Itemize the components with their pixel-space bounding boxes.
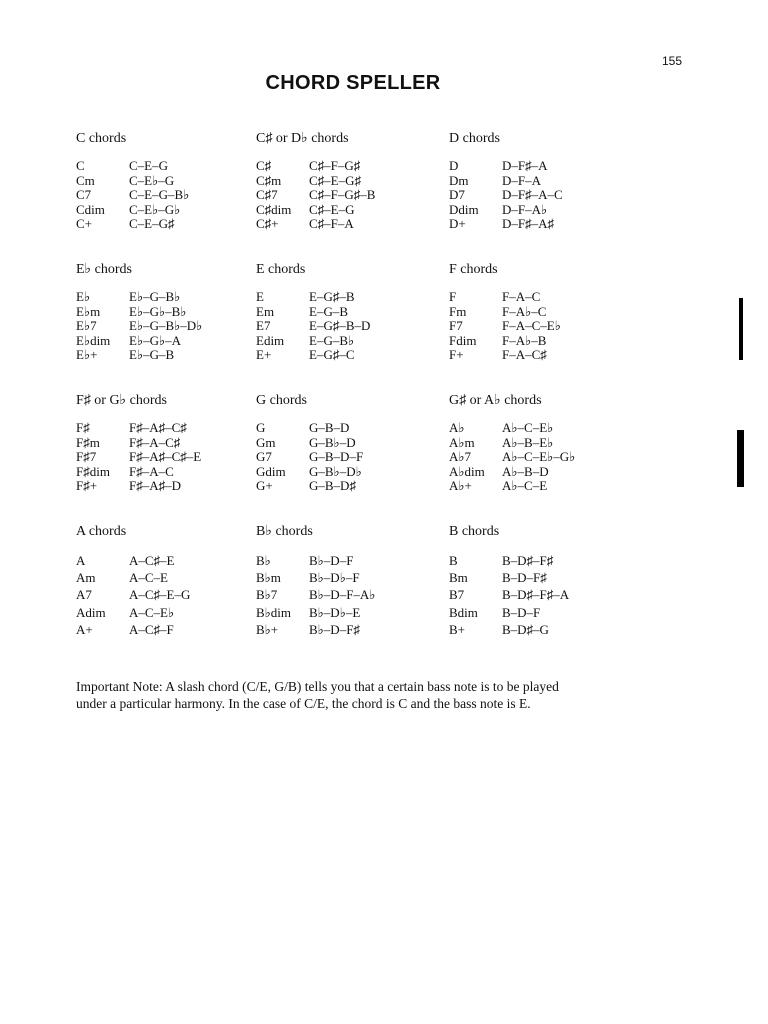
chord-row [76,436,256,451]
chord-name: Bm [449,570,468,586]
chord-row [76,465,256,480]
chord-row [449,569,629,586]
chord-spelling: E♭–G♭–A [129,332,181,348]
chord-name: C+ [76,216,93,232]
chord-name: B♭m [256,570,281,586]
page-number: 155 [662,54,683,68]
chord-name: Cdim [76,201,105,217]
section-title: E chords [256,262,306,277]
chord-list [256,159,436,232]
chord-spelling: F♯–A–C [129,463,174,479]
chord-section [76,392,256,494]
chord-row [256,188,436,203]
section-title: A chords [76,524,127,539]
chord-name: B [449,553,458,568]
chord-name: E7 [256,318,271,334]
chord-row [256,586,436,603]
chord-spelling: F–A–C [502,289,541,304]
margin-bar-lower [737,430,744,487]
chord-name: B♭dim [256,604,292,620]
chord-spelling: B♭–D♭–E [309,604,361,620]
chord-spelling: B–D♯–G [502,621,549,637]
chord-section [256,392,436,494]
chord-row [449,450,629,465]
chord-row [449,436,629,451]
chord-name: C♯+ [256,216,279,232]
chord-name: Bdim [449,604,478,620]
chord-list [449,290,629,363]
chord-spelling: C♯–E–G♯ [309,172,361,188]
section-title: B chords [449,524,500,539]
chord-spelling: B♭–D–F–A♭ [309,587,376,603]
chord-row [256,348,436,363]
chord-name: Am [76,570,96,586]
chord-name: G [256,420,266,435]
chord-row [449,621,629,638]
chord-spelling: E–G–B [309,303,348,319]
chord-spelling: B♭–D–F [309,553,354,568]
page-title: CHORD SPELLER [265,72,441,94]
chord-spelling: D–F–A [502,172,542,188]
chord-row [449,348,629,363]
chord-spelling: B–D–F♯ [502,570,547,586]
chord-spelling: A–C♯–E [129,553,175,568]
chord-row [449,217,629,232]
chord-spelling: A–C♯–F [129,621,174,637]
note-line-2: under a particular harmony. In the case of C/E, the chord is C and the bass note is E. [76,696,531,711]
chord-spelling: G–B–D–F [309,449,364,465]
chord-name: E+ [256,347,272,363]
chord-row [76,348,256,363]
chord-row [76,450,256,465]
chord-name: B♭7 [256,587,278,603]
chord-name: G+ [256,478,273,494]
chord-name: G7 [256,449,272,465]
chord-spelling: F–A–C♯ [502,347,547,363]
chord-name: F♯ [76,420,90,435]
chord-row [76,604,256,621]
chord-name: Edim [256,332,285,348]
chord-list [256,552,436,638]
chord-spelling: F–A♭–C [502,303,547,319]
chord-row [256,174,436,189]
chord-row [256,450,436,465]
chord-row [76,421,256,436]
chord-name: C [76,158,85,173]
chord-spelling: F♯–A♯–C♯–E [129,449,202,465]
chord-name: F♯dim [76,463,110,479]
chord-name: E♭m [76,303,101,319]
chord-name: Fdim [449,332,477,348]
chord-name: B7 [449,587,465,603]
chord-name: C♯7 [256,187,278,203]
chord-name: D7 [449,187,465,203]
chord-spelling: F–A–C–E♭ [502,318,561,334]
chord-spelling: A–C–E♭ [129,604,175,620]
chord-row [449,319,629,334]
chord-row [449,290,629,305]
chord-row [76,217,256,232]
chord-row [449,203,629,218]
chord-spelling: C♯–F–G♯ [309,158,361,173]
chord-section [449,523,629,638]
chord-name: Ddim [449,201,479,217]
chord-spelling: D–F♯–A–C [502,187,563,203]
chord-row [76,552,256,569]
section-title: B♭ chords [256,524,313,539]
chord-spelling: A–C♯–E–G [129,587,191,603]
chord-spelling: G–B–D [309,420,350,435]
note-line-1: Important Note: A slash chord (C/E, G/B) tells you that a certain bass note is to be played [76,679,559,694]
chord-name: D [449,158,459,173]
margin-bar-upper [739,298,743,360]
chord-list [76,290,256,363]
chord-name: A♭m [449,434,475,450]
chord-row [76,290,256,305]
chord-name: E [256,289,264,304]
chord-spelling: E♭–G♭–B♭ [129,303,187,319]
chord-spelling: F♯–A♯–C♯ [129,420,187,435]
section-title: D chords [449,131,500,146]
chord-spelling: A♭–B–E♭ [502,434,554,450]
chord-spelling: A♭–C–E♭–G♭ [502,449,576,465]
chord-row [256,290,436,305]
chord-row [256,465,436,480]
chord-row [256,604,436,621]
chord-row [449,604,629,621]
section-title: G chords [256,393,307,408]
chord-name: B♭+ [256,621,279,637]
section-title: C♯ or D♭ chords [256,131,349,146]
chord-row [76,334,256,349]
chord-section [76,261,256,363]
chord-row [76,203,256,218]
chord-list [256,421,436,494]
chord-row [256,569,436,586]
chord-spelling: D–F♯–A [502,158,548,173]
chord-row [449,479,629,494]
chord-row [256,217,436,232]
chord-spelling: G–B–D♯ [309,478,356,494]
chord-row [449,159,629,174]
chord-spelling: E–G♯–B–D [309,318,371,334]
chord-spelling: F–A♭–B [502,332,547,348]
chord-name: A♭+ [449,478,472,494]
chord-name: B+ [449,621,466,637]
chord-name: Gdim [256,463,286,479]
chord-row [449,188,629,203]
chord-name: B♭ [256,553,271,568]
chord-spelling: B–D♯–F♯–A [502,587,570,603]
chord-name: F♯+ [76,478,98,494]
chord-row [256,421,436,436]
chord-row [76,586,256,603]
chord-name: C7 [76,187,92,203]
chord-name: Fm [449,303,467,319]
chord-name: Em [256,303,275,319]
section-title: G♯ or A♭ chords [449,393,542,408]
chord-row [256,203,436,218]
chord-name: F+ [449,347,464,363]
chord-spelling: G–B♭–D [309,434,356,450]
chord-row [256,436,436,451]
chord-spelling: C♯–F–G♯–B [309,187,376,203]
chord-list [449,159,629,232]
chord-name: E♭+ [76,347,98,363]
chord-section [449,130,629,232]
chord-name: E♭7 [76,318,97,334]
chord-name: F♯m [76,434,100,450]
chord-row [76,305,256,320]
chord-list [449,552,629,638]
chord-spelling: D–F♯–A♯ [502,216,555,232]
chord-row [256,305,436,320]
chord-spelling: B–D♯–F♯ [502,553,554,568]
chord-row [76,569,256,586]
chord-name: C♯dim [256,201,292,217]
chord-row [76,188,256,203]
chord-name: F7 [449,318,463,334]
chord-spelling: C–E–G♯ [129,216,175,232]
chord-name: A7 [76,587,92,603]
chord-spelling: E♭–G–B♭–D♭ [129,318,203,334]
chord-spelling: A–C–E [129,570,168,586]
chord-list [76,159,256,232]
chord-name: Adim [76,604,106,620]
chord-spelling: E–G–B♭ [309,332,355,348]
chord-spelling: C♯–E–G [309,201,355,217]
chord-row [256,319,436,334]
chord-spelling: C–E♭–G [129,172,175,188]
chord-list [76,421,256,494]
chord-name: E♭dim [76,332,111,348]
chord-spelling: E–G♯–C [309,347,355,363]
chord-spelling: C–E–G–B♭ [129,187,190,203]
chord-spelling: F♯–A♯–D [129,478,182,494]
chord-row [76,319,256,334]
section-title: E♭ chords [76,262,132,277]
chord-spelling: C–E–G [129,158,168,173]
chord-name: A♭dim [449,463,485,479]
chord-name: Cm [76,172,95,188]
chord-section [76,523,256,638]
chord-row [449,174,629,189]
chord-row [256,479,436,494]
chord-section [256,130,436,232]
chord-name: C♯m [256,172,282,188]
chord-spelling: C♯–F–A [309,216,354,232]
chord-spelling: D–F–A♭ [502,201,548,217]
chord-row [256,334,436,349]
chord-list [256,290,436,363]
section-title: C chords [76,131,127,146]
chord-name: A [76,553,86,568]
chord-spelling: F♯–A–C♯ [129,434,181,450]
chord-spelling: A♭–C–E [502,478,548,494]
chord-row [449,334,629,349]
chord-spelling: G–B♭–D♭ [309,463,362,479]
chord-list [76,552,256,638]
chord-spelling: A♭–B–D [502,463,549,479]
chord-spelling: B♭–D–F♯ [309,621,360,637]
chord-row [76,479,256,494]
chord-section [256,523,436,638]
chord-row [449,421,629,436]
chord-section [449,392,629,494]
chord-list [449,421,629,494]
chord-name: D+ [449,216,466,232]
section-title: F♯ or G♭ chords [76,393,167,408]
chord-row [76,621,256,638]
chord-name: F [449,289,457,304]
chord-name: A♭ [449,420,465,435]
chord-section [449,261,629,363]
chord-spelling: A♭–C–E♭ [502,420,554,435]
chord-section [76,130,256,232]
chord-spelling: B–D–F [502,604,541,620]
chord-name: C♯ [256,158,272,173]
chord-name: F♯7 [76,449,97,465]
chord-row [256,159,436,174]
chord-name: Dm [449,172,469,188]
section-title: F chords [449,262,498,277]
chord-name: A+ [76,621,93,637]
chord-row [449,465,629,480]
important-note [76,678,636,712]
chord-row [449,305,629,320]
chord-name: Gm [256,434,276,450]
chord-spelling: C–E♭–G♭ [129,201,181,217]
chord-row [76,159,256,174]
chord-spelling: E♭–G–B♭ [129,289,181,304]
chord-spelling: E♭–G–B [129,347,175,363]
chord-row [449,586,629,603]
chord-row [449,552,629,569]
chord-name: E♭ [76,289,91,304]
chord-spelling: B♭–D♭–F [309,570,360,586]
chord-row [256,621,436,638]
chord-name: A♭7 [449,449,472,465]
chord-row [76,174,256,189]
chord-row [256,552,436,569]
chord-section [256,261,436,363]
chord-spelling: E–G♯–B [309,289,355,304]
